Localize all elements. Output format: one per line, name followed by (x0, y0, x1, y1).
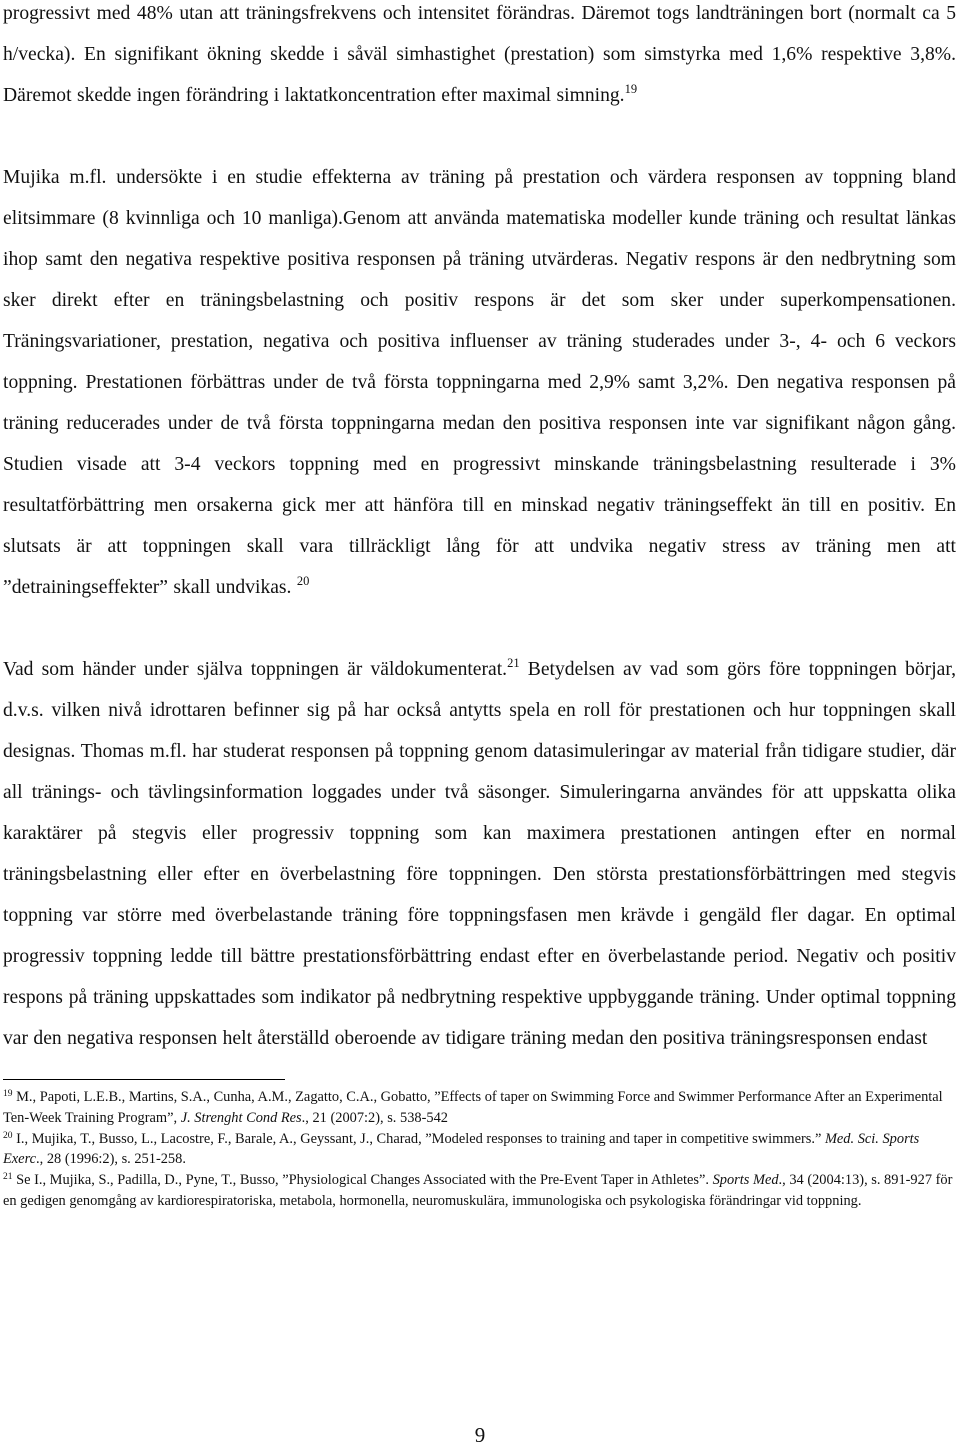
paragraph-2-text: Mujika m.fl. undersökte i en studie effekterna av träning på prestation och värdera responsen av toppning bland elitsimmare (8 kvinnliga och 10 manliga).Genom att använda matematiska modeller kunde träning och resultat länkas ihop samt den negativa respektive positiva responsen på träning utvärderas. Negativ respons är den nedbrytning som sker direkt efter en träningsbelastning och positiv respons är det som sker under superkompensationen. Träningsvariationer, prestation, negativa och positiva influenser av träning studerades under 3-, 4- och 6 veckors toppning. Prestationen förbättras under de två första toppningarna med 2,9% samt 3,2%. Den negativa responsen på träning reducerades under de två första toppningarna medan den positiva responsen inte var signifikant någon gång. Studien visade att 3-4 veckors toppning med en progressivt minskande träningsbelastning resulterade i 3% resultatförbättring men orsakerna gick mer att hänföra till en minskad negativ träningseffekt än till en positiv. En slutsats är att toppningen skall vara tillräckligt lång för att undvika negativ stress av träning men att ”detrainingseffekter” skall undvikas. (3, 167, 956, 598)
footnote-text: M., Papoti, L.E.B., Martins, S.A., Cunha, A.M., Zagatto, C.A., Gobatto, ”Effects of taper on Swimming Force and Swimmer Performance After an Experimental Ten-Week Training Program”, (3, 1089, 943, 1126)
page-number: 9 (474, 1423, 486, 1447)
footnote-ref-19[interactable]: 19 (624, 82, 638, 96)
footnote-number: 21 (3, 1172, 13, 1183)
footnote-journal: J. Strenght Cond Res (180, 1109, 302, 1126)
paragraph-3 (3, 649, 956, 1059)
footnote-journal: Med. Sci. Sports Exerc (3, 1130, 920, 1168)
paragraph-1-text: progressivt med 48% utan att träningsfrekvens och intensitet förändras. Däremot togs landträningen bort (normalt ca 5 h/vecka). En signifikant ökning skedde i såväl simhastighet (prestation) som simstyrka med 1,6% respektive 3,8%. Däremot skedde ingen förändring i laktatkoncentration efter maximal simning. (3, 3, 956, 106)
footnote-text: ., 34 (2004:13), s. 891-927 för en gedigen genomgång av kardiorespiratoriska, metabola, hormonella, neuromuskulära, immunologiska och psykologiska förändringar vid toppning. (3, 1172, 953, 1209)
paragraph-1 (3, 0, 956, 116)
paragraph-3-text-a: Vad som händer under själva toppningen är väldokumenterat. (3, 659, 508, 680)
footnote-21 (3, 1170, 956, 1212)
paragraph-2 (3, 157, 956, 608)
footnote-number: 20 (3, 1130, 13, 1141)
footnote-text: ., 28 (1996:2), s. 251-258. (36, 1151, 186, 1168)
footnote-19 (3, 1087, 956, 1129)
footnote-ref-21[interactable]: 21 (507, 656, 520, 670)
footnote-ref-20[interactable]: 20 (296, 574, 310, 588)
footnote-journal: Sports Med (712, 1172, 779, 1189)
footnote-number: 19 (3, 1089, 13, 1099)
document-page (3, 0, 956, 1212)
footnote-text: Se I., Mujika, S., Padilla, D., Pyne, T., Busso, ”Physiological Changes Associated with the Pre-Event Taper in Athletes”. (16, 1172, 713, 1189)
footnote-text: ., 21 (2007:2), s. 538-542 (301, 1109, 448, 1126)
footnote-separator (3, 1079, 285, 1080)
paragraph-3-text-b: Betydelsen av vad som görs före toppningen börjar, d.v.s. vilken nivå idrottaren befinner sig på har också antytts spela en roll för prestationen och hur toppningen skall designas. Thomas m.fl. har studerat responsen på toppning genom datasimuleringar av material från tidigare studier, där all tränings- och tävlingsinformation loggades under två säsonger. Simuleringarna användes för att uppskatta olika karaktärer på stegvis eller progressiv toppning som kan maximera prestationen antingen efter en normal träningsbelastning eller efter en överbelastning före toppningen. Den största prestationsförbättringen med stegvis toppning var större med överbelastande träning före toppningsfasen men krävde i gengäld fler dagar. En optimal progressiv toppning ledde till bättre prestationsförbättring endast efter en överbelastande period. Negativ och positiv respons på träning uppskattades som indikator på nedbrytning respektive uppbyggande träning. Under optimal toppning var den negativa responsen helt återställd oberoende av tidigare träning medan den positiva träningsresponsen endast (3, 659, 956, 1049)
footnotes (3, 1087, 956, 1212)
footnote-text: I., Mujika, T., Busso, L., Lacostre, F., Barale, A., Geyssant, J., Charad, ”Modeled responses to training and taper in competitive swimmers.” (16, 1130, 825, 1147)
footnote-20 (3, 1129, 956, 1171)
